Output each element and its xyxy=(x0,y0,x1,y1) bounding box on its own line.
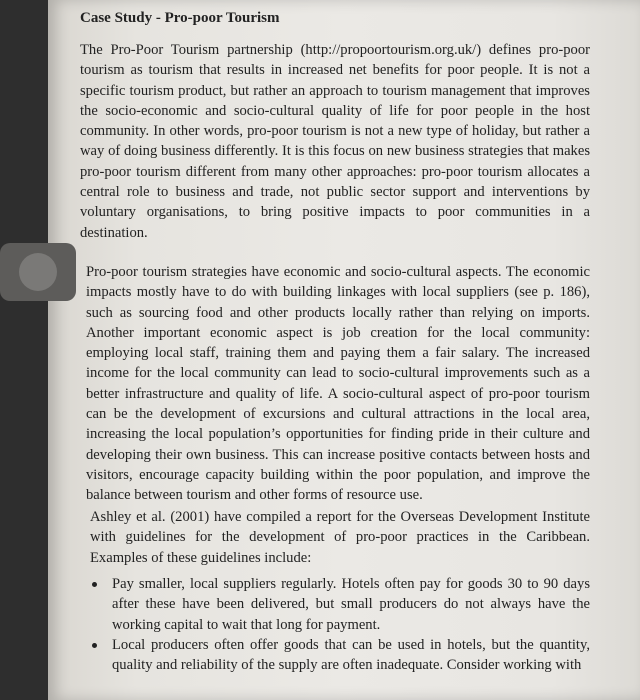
list-item-text: Pay smaller, local suppliers regularly. Hotels often pay for goods 30 to 90 days after these have been delivered, but small producers do not always have the working capital to wait that long for payment. xyxy=(112,576,590,633)
list-item xyxy=(90,635,590,676)
paragraph-definition: The Pro-Poor Tourism partnership (http://propoortourism.org.uk/) defines pro-poor tourism as tourism that results in increased net benefits for poor people. It is not a specific tourism product, but rather an approach to tourism management that improves the socio-economic and socio-cultural quality of life for poor people in the host community. In other words, pro-poor tourism is not a new type of holiday, but rather a way of doing business differently. It is this focus on new business strategies that makes pro-poor tourism different from many other approaches: pro-poor tourism allocates a central role to business and trade, not public sector support and interventions by voluntary organisations, to bring positive impacts to poor communities in a destination. xyxy=(80,42,590,241)
side-handle-button[interactable] xyxy=(0,243,76,301)
paragraph-guidelines-intro: Ashley et al. (2001) have compiled a report for the Overseas Development Institute with guidelines for the development of pro-poor practices in the Caribbean. Examples of these guidelines include: xyxy=(90,509,590,566)
list-item xyxy=(90,574,590,635)
guidelines-list xyxy=(90,574,590,675)
list-item-text: Local producers often offer goods that can be used in hotels, but the quantity, quality and reliability of the supply are often inadequate. Consider working with xyxy=(112,636,590,674)
bullet-icon xyxy=(92,582,97,587)
bullet-icon xyxy=(92,643,97,648)
case-study-title: Case Study - Pro-poor Tourism xyxy=(80,10,280,26)
circle-icon xyxy=(19,253,57,291)
paragraph-strategies: Pro-poor tourism strategies have economic and socio-cultural aspects. The economic impacts mostly have to do with building linkages with local suppliers (see p. 186), such as sourcing food and other products locally rather than relying on imports. Another important economic aspect is job creation for the local community: employing local staff, training them and paying them a fair salary. The increased income for the local community can lead to socio-cultural improvements such as a better infrastructure and quality of life. A socio-cultural aspect of pro-poor tourism can be the development of excursions and cultural attractions in the local area, increasing the local population’s opportunities for finding pride in their culture and developing their own business. This can increase positive contacts between hosts and visitors, encourage capacity building within the poor population, and improve the balance between tourism and other forms of resource use. xyxy=(86,264,590,504)
